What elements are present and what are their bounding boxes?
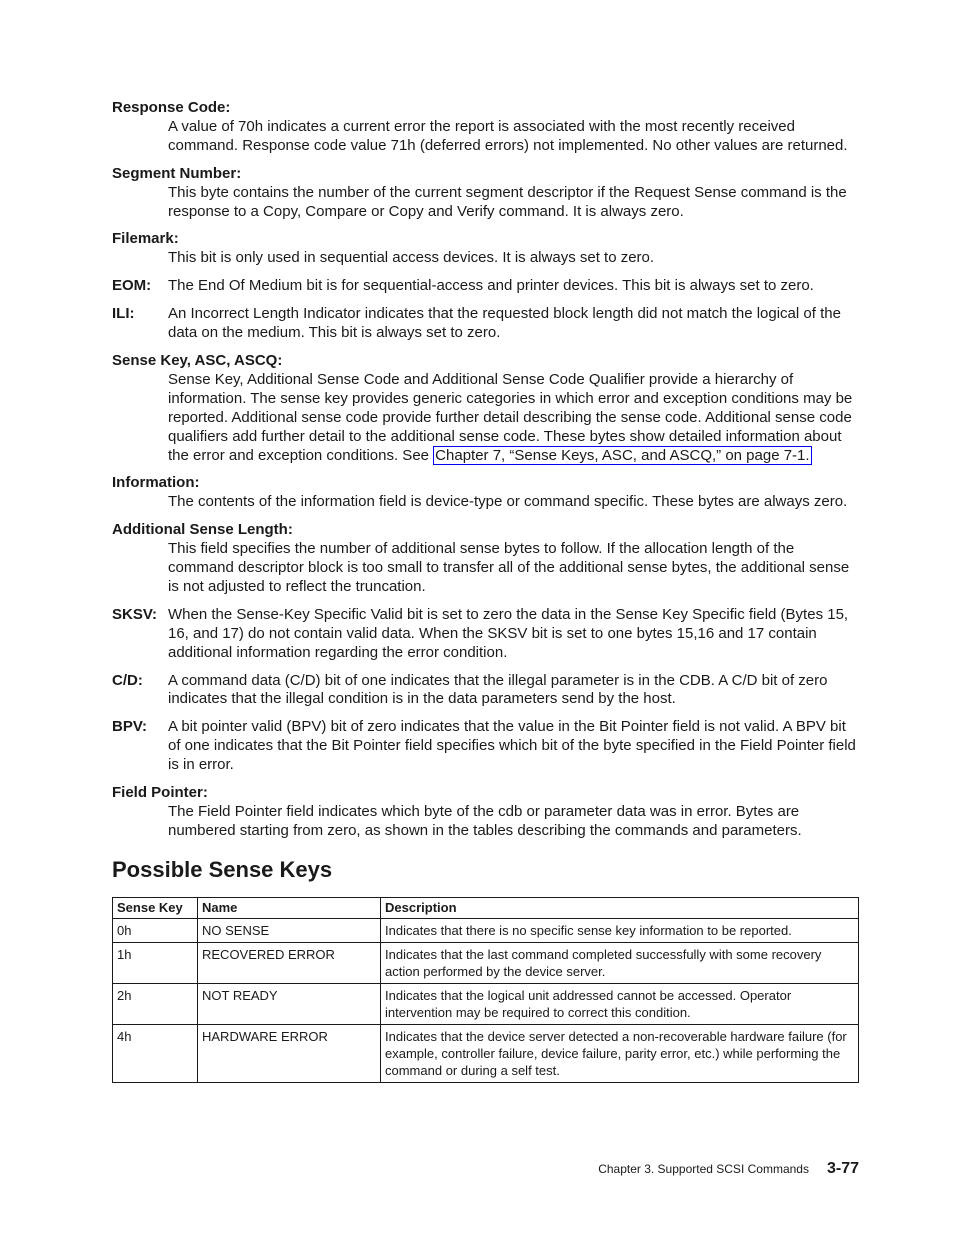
definition-term: Field Pointer: bbox=[112, 784, 208, 802]
sense-key-cell: 1h bbox=[113, 942, 198, 983]
page-content bbox=[112, 99, 860, 1083]
table-row bbox=[113, 918, 859, 942]
definition-term: SKSV: bbox=[112, 605, 158, 623]
definition-text: An Incorrect Length Indicator indicates that the requested block length did not match the logical of the data on the medium. This bit is always set to zero. bbox=[168, 305, 841, 342]
description-cell: Indicates that the device server detected a non-recoverable hardware failure (for example, controller failure, device failure, parity error, etc.) while performing the command or during a self test. bbox=[381, 1024, 859, 1082]
definition-field-pointer bbox=[112, 784, 860, 841]
definition-text: The Field Pointer field indicates which byte of the cdb or parameter data was in error. Bytes are numbered starting from zero, as shown in the tables describing the commands and parameters. bbox=[168, 803, 802, 839]
definition-term: Segment Number: bbox=[112, 164, 242, 182]
sense-key-cell: 0h bbox=[113, 918, 198, 942]
definition-additional-sense-length bbox=[112, 521, 860, 597]
column-header-description: Description bbox=[381, 897, 859, 918]
definition-bpv bbox=[112, 718, 860, 775]
definition-term: Response Code: bbox=[112, 99, 231, 116]
definition-information bbox=[112, 474, 860, 512]
definition-text: The contents of the information field is device-type or command specific. These bytes are always zero. bbox=[168, 493, 848, 511]
name-cell: NOT READY bbox=[198, 983, 381, 1024]
definition-text bbox=[112, 371, 860, 466]
definition-text: This bit is only used in sequential access devices. It is always set to zero. bbox=[168, 249, 655, 267]
definition-filemark bbox=[112, 230, 860, 268]
definition-term: ILI: bbox=[112, 305, 135, 323]
sense-key-cell: 2h bbox=[113, 983, 198, 1024]
description-cell: Indicates that there is no specific sense key information to be reported. bbox=[381, 918, 859, 942]
table-row bbox=[113, 1024, 859, 1082]
definition-term: Additional Sense Length: bbox=[112, 521, 293, 539]
table-header-row bbox=[113, 897, 859, 918]
definition-text: This field specifies the number of additional sense bytes to follow. If the allocation length of the command descriptor block is too small to transfer all of the additional sense bytes, the additional sense is not adjusted to reflect the truncation. bbox=[168, 540, 850, 595]
definition-term: C/D: bbox=[112, 671, 143, 689]
definition-term: BPV: bbox=[112, 718, 148, 736]
definition-ili bbox=[112, 305, 860, 343]
name-cell: RECOVERED ERROR bbox=[198, 942, 381, 983]
description-cell: Indicates that the last command completed successfully with some recovery action performed by the device server. bbox=[381, 942, 859, 983]
definition-text: A value of 70h indicates a current error the report is associated with the most recently received command. Response code value 71h (deferred errors) not implemented. No other values are returned. bbox=[168, 117, 848, 154]
sense-keys-table bbox=[112, 897, 859, 1083]
definition-response-code bbox=[112, 99, 860, 156]
description-cell: Indicates that the logical unit addressed cannot be accessed. Operator intervention may be required to correct this condition. bbox=[381, 983, 859, 1024]
footer-chapter-title: Chapter 3. Supported SCSI Commands bbox=[598, 1162, 809, 1176]
name-cell: HARDWARE ERROR bbox=[198, 1024, 381, 1082]
definition-term: Filemark: bbox=[112, 230, 179, 248]
name-cell: NO SENSE bbox=[198, 918, 381, 942]
definition-text: A bit pointer valid (BPV) bit of zero indicates that the value in the Bit Pointer field is not valid. A BPV bit of one indicates that the Bit Pointer field specifies which bit of the byte specified in the Field Pointer field is in error. bbox=[168, 718, 856, 774]
definition-text: This byte contains the number of the current segment descriptor if the Request Sense command is the response to a Copy, Compare or Copy and Verify command. It is always zero. bbox=[168, 183, 847, 220]
definition-sense-key-asc-ascq bbox=[112, 352, 860, 465]
sense-key-cell: 4h bbox=[113, 1024, 198, 1082]
page-footer bbox=[598, 1160, 859, 1178]
definition-text: The End Of Medium bit is for sequential-access and printer devices. This bit is always set to zero. bbox=[168, 277, 814, 295]
definition-text: When the Sense-Key Specific Valid bit is set to zero the data in the Sense Key Specific field (Bytes 15, 16, and 17) do not contain valid data. When the SKSV bit is set to one bytes 15,16 and 17 contain additional information regarding the error condition. bbox=[168, 605, 849, 661]
column-header-sense-key: Sense Key bbox=[113, 897, 198, 918]
definition-term: Sense Key, ASC, ASCQ: bbox=[112, 351, 283, 369]
definition-sksv bbox=[112, 606, 860, 663]
table-row bbox=[113, 942, 859, 983]
definition-term: Information: bbox=[112, 474, 200, 492]
definition-text: A command data (C/D) bit of one indicates that the illegal parameter is in the CDB. A C/D bit of zero indicates that the illegal condition is in the data parameters send by the host. bbox=[168, 671, 828, 708]
chapter-7-cross-reference-link[interactable]: Chapter 7, “Sense Keys, ASC, and ASCQ,” on page 7-1. bbox=[435, 446, 810, 464]
definition-c-d bbox=[112, 672, 860, 710]
definition-term: EOM: bbox=[112, 277, 152, 295]
definition-segment-number bbox=[112, 165, 860, 222]
definition-eom bbox=[112, 277, 860, 296]
section-heading: Possible Sense Keys bbox=[112, 856, 333, 882]
column-header-name: Name bbox=[198, 897, 381, 918]
footer-page-number: 3-77 bbox=[826, 1160, 859, 1177]
table-row bbox=[113, 983, 859, 1024]
definition-text-body: Sense Key, Additional Sense Code and Additional Sense Code Qualifier provide a hierarchy of information. The sense key provides generic categories in which error and exception conditions may be reported. Additional sense code provide further detail describing the sense code. Additional sense code qualifiers add further detail to the additional sense code. These bytes show detailed information about the error and exception conditions. See bbox=[168, 370, 853, 464]
